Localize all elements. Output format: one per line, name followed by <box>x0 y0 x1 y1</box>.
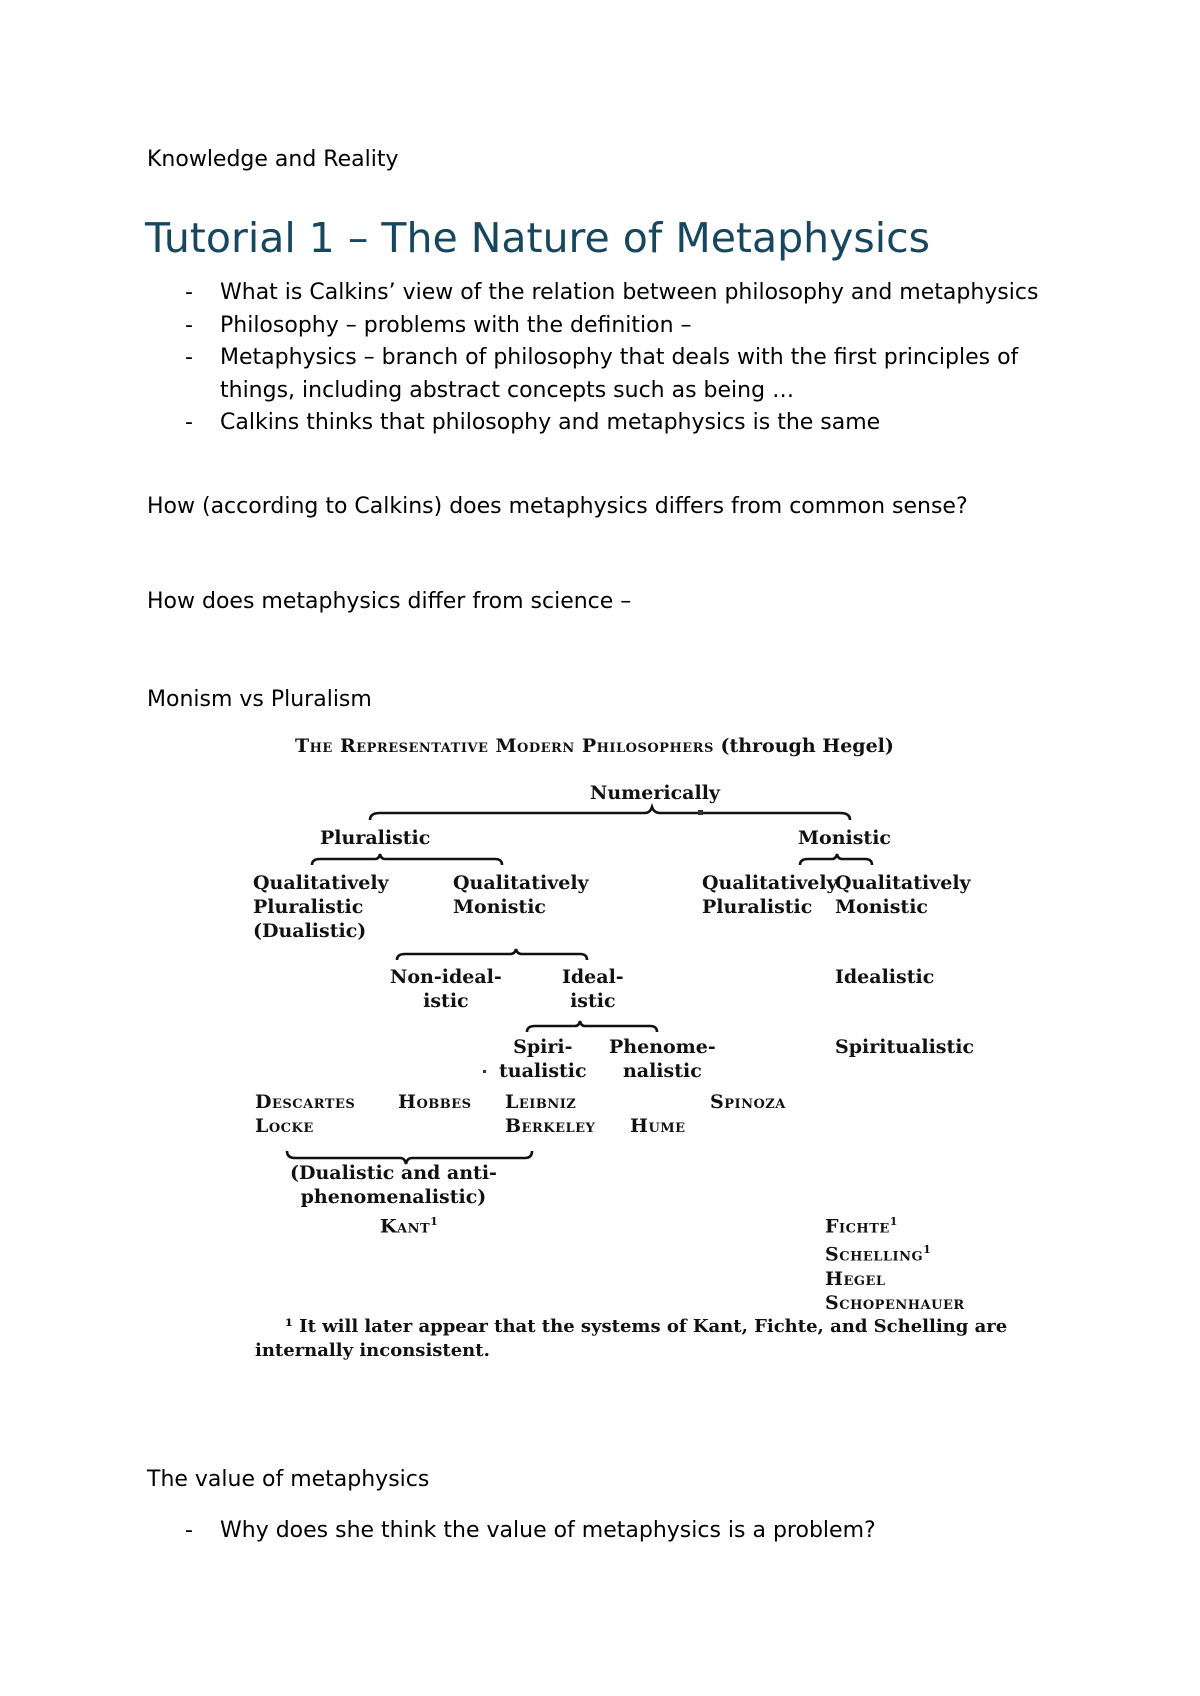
brace-monistic <box>800 854 872 865</box>
philosopher-kant: Kant$^1$ <box>380 1215 438 1238</box>
label-pluralistic: Pluralistic <box>320 827 431 849</box>
label-numerically: Numerically <box>590 782 720 804</box>
kant-note: (Dualistic and anti- phenomenalistic) <box>290 1162 497 1208</box>
question-science: How does metaphysics differ from science – <box>147 589 632 614</box>
list-item: - Philosophy – problems with the definition – <box>147 310 1077 343</box>
page-title: Tutorial 1 – The Nature of Metaphysics <box>145 214 931 262</box>
label-idealistic-branch: Ideal- istic <box>562 966 624 1012</box>
scan-speck <box>698 810 703 815</box>
list-item: - What is Calkins’ view of the relation between philosophy and metaphysics <box>147 277 1077 310</box>
label-monistic-qual-pluralistic: Qualitatively Pluralistic <box>702 872 838 918</box>
list-item: - Calkins thinks that philosophy and metaphysics is the same <box>147 407 1077 440</box>
brace-qual-monistic <box>397 949 587 960</box>
label-spiritualistic-branch: Spiri- tualistic <box>499 1036 587 1082</box>
section-heading-monism: Monism vs Pluralism <box>147 687 372 712</box>
philosopher-hume: Hume <box>630 1115 686 1137</box>
question-common-sense: How (according to Calkins) does metaphysics differs from common sense? <box>147 494 968 519</box>
label-idealistic: Idealistic <box>835 966 935 988</box>
philosopher-group-spiritualist: Leibniz Berkeley <box>505 1091 596 1137</box>
label-monistic: Monistic <box>798 827 891 849</box>
diagram-title: The Representative Modern Philosophers (through Hegel) <box>295 735 894 757</box>
bullet-list <box>147 277 1077 440</box>
section-heading-value: The value of metaphysics <box>147 1467 430 1492</box>
scan-speck <box>483 1070 486 1073</box>
diagram-footnote: ¹ It will later appear that the systems of Kant, Fichte, and Schelling are internally inconsistent. <box>255 1316 1008 1361</box>
label-phenomenalistic: Phenome- nalistic <box>609 1036 716 1082</box>
philosopher-hobbes: Hobbes <box>398 1091 472 1113</box>
brace-pluralistic <box>312 854 502 865</box>
philosophers-diagram <box>240 725 1010 1365</box>
list-item: - Why does she think the value of metaphysics is a problem? <box>147 1515 1077 1548</box>
label-qual-monistic: Qualitatively Monistic <box>453 872 589 918</box>
label-spiritualistic: Spiritualistic <box>835 1036 975 1058</box>
philosopher-spinoza: Spinoza <box>710 1091 786 1113</box>
label-non-idealistic: Non-ideal- istic <box>390 966 502 1012</box>
brace-numerically <box>370 807 850 820</box>
label-monistic-qual-monistic: Qualitatively Monistic <box>835 872 971 918</box>
philosopher-group-idealist: Fichte$^1$ Schelling$^1$ Hegel Schopenhauer <box>825 1215 965 1314</box>
bullet-list-value <box>147 1515 1077 1548</box>
course-title: Knowledge and Reality <box>147 147 399 172</box>
list-item: - Metaphysics – branch of philosophy that deals with the first principles of things, including abstract concepts such as being … <box>147 342 1077 407</box>
brace-idealistic <box>527 1021 657 1032</box>
label-qual-pluralistic: Qualitatively Pluralistic (Dualistic) <box>253 872 389 942</box>
philosopher-group-dualist: Descartes Locke <box>255 1091 356 1137</box>
